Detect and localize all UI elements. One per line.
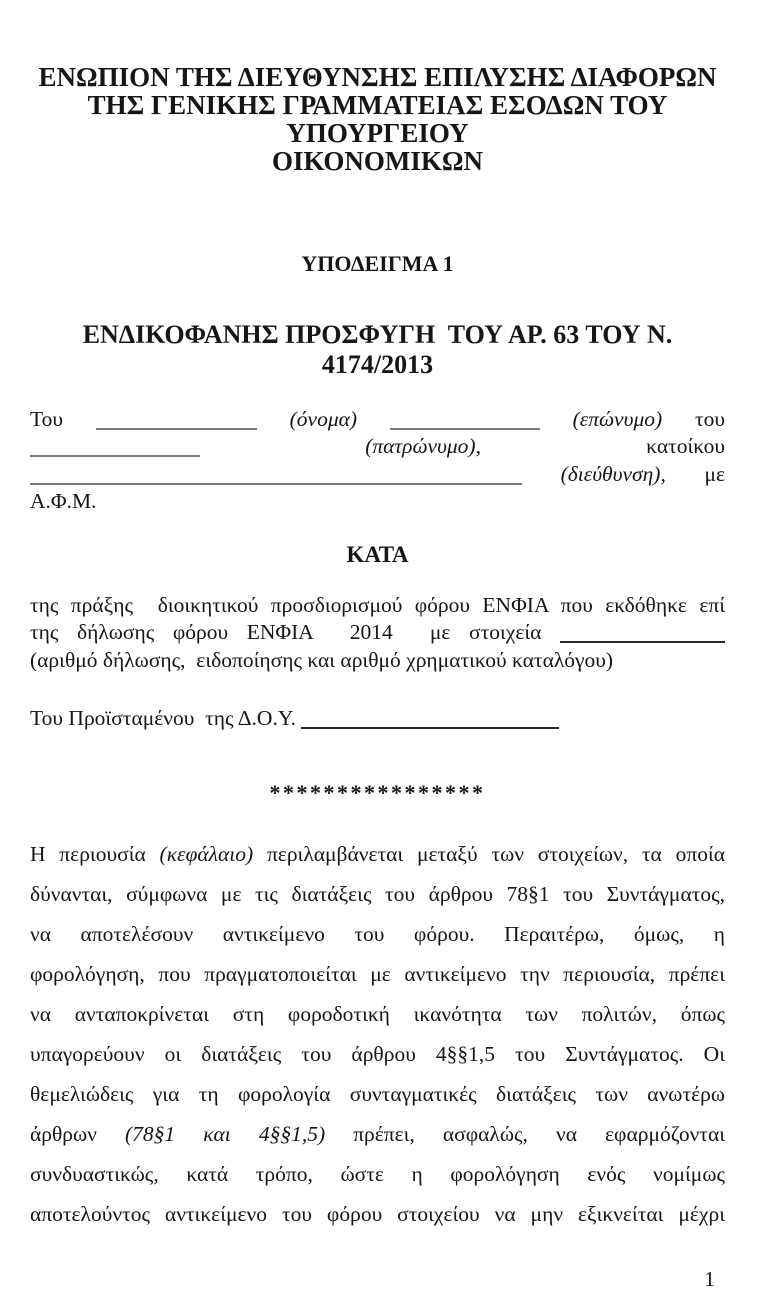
respondent-paragraph: [30, 592, 725, 675]
petitioner-suffix: του: [694, 406, 725, 431]
document-title: ΕΝΔΙΚΟΦΑΝΗΣ ΠΡΟΣΦΥΓΗ ΤΟΥ ΑΡ. 63 ΤΟΥ Ν. 4174/2013: [82, 319, 673, 379]
residence-label: κατοίκου: [646, 434, 726, 458]
asterisk-separator: ****************: [269, 779, 486, 805]
petitioner-line-3: [30, 461, 725, 489]
petitioner-line-4: [30, 488, 725, 516]
body-line-7: θεμελιώδεις για τη φορολογία συνταγματικές διατάξεις των ανωτέρω: [30, 1082, 725, 1106]
petitioner-line-1: [30, 406, 725, 434]
petitioner-paragraph: [30, 406, 725, 516]
first-name-label: (όνομα): [289, 406, 358, 431]
petitioner-prefix: Του: [30, 406, 64, 431]
page-number: 1: [704, 1267, 715, 1291]
court-title-line-3: ΟΙΚΟΝΟΜΙΚΩΝ: [272, 146, 483, 176]
court-title-line-2: ΤΗΣ ΓΕΝΙΚΗΣ ΓΡΑΜΜΑΤΕΙΑΣ ΕΣΟΔΩΝ ΤΟΥ ΥΠΟΥΡΓΕΙΟΥ: [87, 90, 668, 148]
respondent-line-2: [30, 619, 725, 647]
body-line-10: αποτελούντος αντικείμενο του φόρου στοιχείου να μην εξικνείται μέχρι: [30, 1202, 725, 1226]
reference-number-blank: [560, 631, 725, 643]
father-name-label: (πατρώνυμο),: [365, 434, 481, 458]
body-line-4: φορολόγηση, που πραγματοποιείται με αντικείμενο την περιουσία, πρέπει: [30, 962, 725, 986]
body-line-1-text: Η περιουσία: [30, 842, 160, 866]
body-line-6: υπαγορεύουν οι διατάξεις του άρθρου 4§§1,5 του Συντάγματος. Οι: [30, 1042, 725, 1066]
respondent-line-1: της πράξης διοικητικού προσδιορισμού φόρου ΕΝΦΙΑ που εκδόθηκε επί: [30, 592, 725, 617]
father-name-blank: [30, 445, 200, 457]
body-line-5: να ανταποκρίνεται στη φοροδοτική ικανότητα των πολιτών, όπως: [30, 1002, 725, 1026]
doy-blank: [301, 717, 559, 729]
body-line-8: [30, 1114, 725, 1154]
doy-line: [30, 705, 725, 733]
body-line-3: να αποτελέσουν αντικείμενο του φόρου. Περαιτέρω, όμως, η: [30, 922, 725, 946]
body-line-1: [30, 834, 725, 874]
body-line-1-italic: (κεφάλαιο): [159, 842, 254, 866]
body-paragraph: [30, 834, 725, 1234]
body-line-9: συνδυαστικώς, κατά τρόπο, ώστε η φορολόγηση ενός νομίμως: [30, 1162, 725, 1186]
respondent-line-2-text: της δήλωσης φόρου ΕΝΦΙΑ 2014 με στοιχεία: [30, 620, 542, 644]
body-line-8-text: άρθρων: [30, 1122, 125, 1146]
address-label: (διεύθυνση),: [560, 461, 666, 486]
petitioner-line-2: [30, 433, 725, 461]
first-name-blank: [96, 418, 257, 430]
afm-label: Α.Φ.Μ.: [30, 489, 97, 513]
doy-label: Του Προϊσταμένου της Δ.Ο.Υ.: [30, 706, 297, 730]
against-heading: ΚΑΤΑ: [346, 541, 409, 567]
court-title: [30, 63, 725, 175]
with-label: με: [704, 461, 725, 486]
surname-blank: [390, 418, 540, 430]
body-line-8-italic: (78§1 και 4§§1,5): [124, 1122, 326, 1146]
body-line-1-text-after: περιλαμβάνεται μεταξύ των στοιχείων, τα οποία: [253, 842, 725, 866]
body-line-8-text-after: πρέπει, ασφαλώς, να εφαρμόζονται: [325, 1122, 725, 1146]
address-blank: [30, 473, 522, 485]
court-title-line-1: ΕΝΩΠΙΟΝ ΤΗΣ ΔΙΕΥΘΥΝΣΗΣ ΕΠΙΛΥΣΗΣ ΔΙΑΦΟΡΩΝ: [38, 62, 717, 92]
respondent-note: (αριθμό δήλωσης, ειδοποίησης και αριθμό χρηματικού καταλόγου): [30, 647, 614, 672]
body-line-2: δύνανται, σύμφωνα με τις διατάξεις του άρθρου 78§1 του Συντάγματος,: [30, 882, 725, 906]
template-label: ΥΠΟΔΕΙΓΜΑ 1: [301, 251, 454, 276]
surname-label: (επώνυμο): [572, 406, 663, 431]
